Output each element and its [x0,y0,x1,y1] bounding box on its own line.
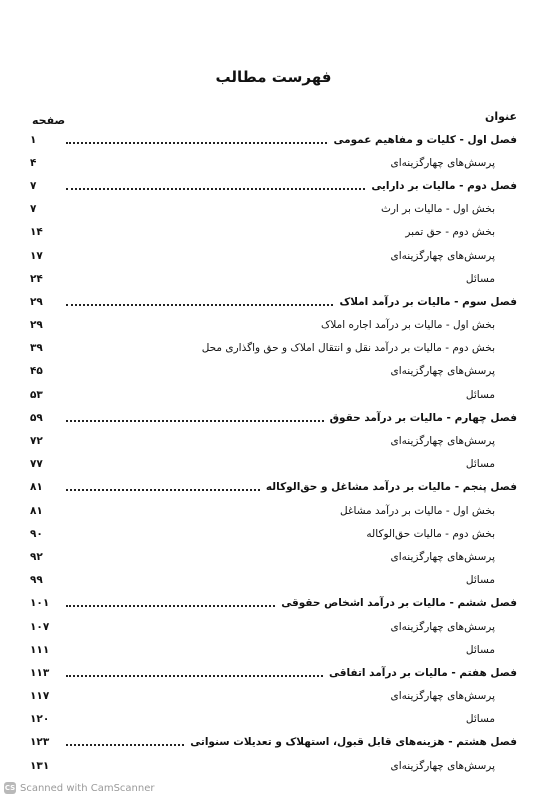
dot-leader [66,605,275,607]
toc-entry-label: فصل اول - کلیات و مفاهیم عمومی [333,133,517,146]
toc-section-row [30,545,517,568]
toc-entry-label: بخش اول - مالیات بر درآمد مشاغل [340,504,495,517]
toc-section-row [30,221,517,244]
toc-entry-label: پرسش‌های چهارگزینه‌ای [390,365,495,378]
toc-entry-label: پرسش‌های چهارگزینه‌ای [390,156,495,169]
toc-chapter-row [30,476,517,499]
toc-section-row [30,151,517,174]
toc-page-number: ۲۹ [30,295,43,308]
toc-entry-label: مسائل [465,388,495,401]
toc-section-row [30,198,517,221]
page-title: فهرست مطالب [215,68,332,86]
toc-page-number: ۷۲ [30,435,43,448]
table-of-contents [30,128,517,777]
toc-page-number: ۳۹ [30,342,43,355]
camscanner-logo-icon: CS [4,784,16,792]
toc-entry-label: پرسش‌های چهارگزینه‌ای [390,690,495,703]
toc-page-number: ۱۷ [30,249,43,262]
toc-page-number: ۵۳ [30,388,43,401]
toc-page-number: ۱۳۱ [30,759,50,772]
toc-page-number: ۲۹ [30,319,43,332]
dot-leader [66,744,184,746]
camscanner-watermark [4,782,155,794]
toc-page-number: ۱۰۷ [30,620,50,633]
toc-entry-label: مسائل [465,643,495,656]
toc-section-row [30,453,517,476]
toc-chapter-row [30,661,517,684]
toc-entry-label: پرسش‌های چهارگزینه‌ای [390,620,495,633]
toc-section-row [30,429,517,452]
toc-section-row [30,708,517,731]
toc-section-row [30,360,517,383]
toc-section-row [30,244,517,267]
toc-chapter-row [30,128,517,151]
toc-chapter-row [30,290,517,313]
dot-leader [66,489,260,491]
toc-chapter-row [30,406,517,429]
toc-entry-label: پرسش‌های چهارگزینه‌ای [390,249,495,262]
toc-entry-label: بخش اول - مالیات بر ارث [380,203,495,216]
toc-chapter-row [30,174,517,197]
dot-leader [66,142,327,144]
toc-entry-label: فصل ششم - مالیات بر درآمد اشخاص حقوقی [281,597,517,610]
toc-page-number: ۷ [30,203,37,216]
toc-entry-label: بخش دوم - حق تمبر [405,226,495,239]
toc-section-row [30,615,517,638]
toc-entry-label: مسائل [465,713,495,726]
watermark-text: Scanned with CamScanner [20,782,155,794]
toc-section-row [30,754,517,777]
toc-page-number: ۸۱ [30,504,43,517]
toc-page-number: ۱ [30,133,37,146]
toc-page-number: ۱۲۳ [30,736,50,749]
toc-entry-label: بخش اول - مالیات بر درآمد اجاره املاک [320,319,495,332]
toc-page-number: ۷ [30,179,37,192]
toc-header [32,110,517,128]
toc-section-row [30,569,517,592]
toc-chapter-row [30,731,517,754]
toc-page-number: ۲۴ [30,272,43,285]
toc-page-number: ۸۱ [30,481,43,494]
dot-leader [66,188,365,190]
toc-page-number: ۱۰۱ [30,597,50,610]
toc-entry-label: فصل دوم - مالیات بر دارایی [371,179,517,192]
toc-section-row [30,522,517,545]
dot-leader [66,420,324,422]
toc-page-number: ۱۱۱ [30,643,50,656]
toc-chapter-row [30,592,517,615]
toc-section-row [30,499,517,522]
toc-entry-label: مسائل [465,574,495,587]
toc-entry-label: فصل هفتم - مالیات بر درآمد اتفاقی [328,666,517,679]
toc-section-row [30,337,517,360]
toc-page-number: ۹۰ [30,527,43,540]
topic-column-header: عنوان [484,110,517,123]
toc-page-number: ۴۵ [30,365,43,378]
toc-entry-label: پرسش‌های چهارگزینه‌ای [390,550,495,563]
toc-section-row [30,638,517,661]
toc-entry-label: بخش دوم - مالیات بر درآمد نقل و انتقال املاک و حق واگذاری محل [201,342,495,355]
toc-page-number: ۱۴ [30,226,43,239]
toc-section-row [30,383,517,406]
toc-entry-label: فصل چهارم - مالیات بر درآمد حقوق [329,411,517,424]
toc-entry-label: فصل سوم - مالیات بر درآمد املاک [339,295,517,308]
toc-section-row [30,685,517,708]
toc-entry-label: فصل هشتم - هزینه‌های قابل قبول، استهلاک و تعدیلات سنواتی [190,736,517,749]
toc-page-number: ۹۲ [30,550,43,563]
toc-entry-label: بخش دوم - مالیات حق‌الوکاله [366,527,495,540]
toc-page-number: ۱۲۰ [30,713,50,726]
toc-entry-label: مسائل [465,272,495,285]
toc-page-number: ۴ [30,156,37,169]
toc-section-row [30,267,517,290]
toc-section-row [30,314,517,337]
page-column-header: صفحه [32,114,66,127]
dot-leader [66,304,333,306]
toc-entry-label: مسائل [465,458,495,471]
toc-page-number: ۱۱۳ [30,666,50,679]
toc-page-number: ۷۷ [30,458,43,471]
toc-entry-label: فصل پنجم - مالیات بر درآمد مشاغل و حق‌الوکاله [265,481,517,494]
dot-leader [66,675,323,677]
toc-page-number: ۹۹ [30,574,43,587]
toc-page-number: ۵۹ [30,411,43,424]
toc-entry-label: پرسش‌های چهارگزینه‌ای [390,759,495,772]
toc-entry-label: پرسش‌های چهارگزینه‌ای [390,435,495,448]
toc-page-number: ۱۱۷ [30,690,50,703]
